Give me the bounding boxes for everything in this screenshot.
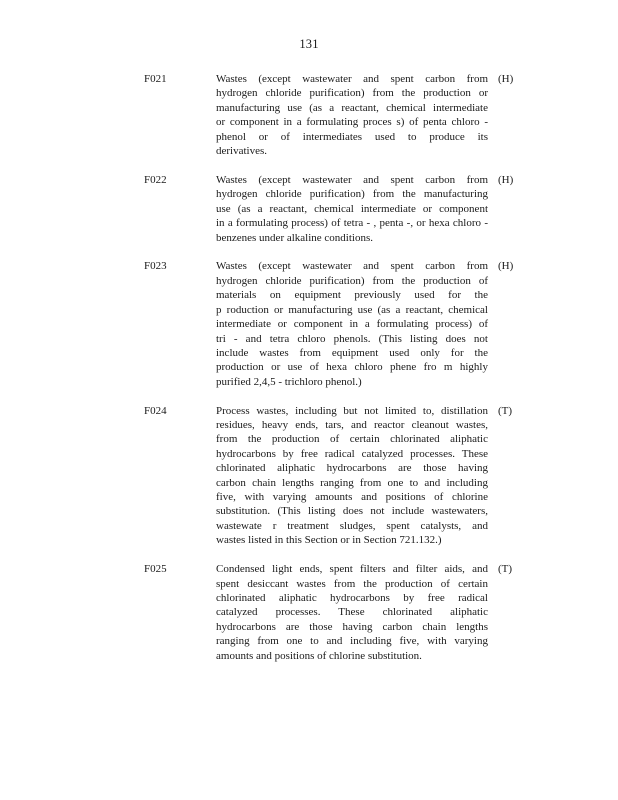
description-line: hydrogen chloride purification) from the manufacturing <box>216 188 488 201</box>
waste-description <box>216 562 488 663</box>
description-line: from the production of certain chlorinated aliphatic <box>216 433 488 446</box>
waste-listing-table <box>0 72 618 678</box>
description-line: p roduction or manufacturing use (as a reactant, chemical <box>216 303 488 316</box>
waste-entry-f021 <box>0 72 618 158</box>
waste-entry-f024 <box>0 404 618 548</box>
description-line: benzenes under alkaline conditions. <box>216 231 374 244</box>
description-line: include wastes from equipment used only for the <box>216 346 488 359</box>
description-line: hydrocarbons by free radical catalyzed processes. These <box>216 447 488 460</box>
description-line: hydrogen chloride purification) from the production or <box>216 87 488 100</box>
description-line: in a formulating process) of tetra - , penta -, or hexa chloro - <box>216 217 488 230</box>
description-line: chlorinated aliphatic hydrocarbons are those having <box>216 462 488 475</box>
description-line: manufacturing use (as a reactant, chemical intermediate <box>216 101 488 114</box>
waste-code: F021 <box>144 73 167 85</box>
description-line: amounts and positions of chlorine substitution. <box>216 649 422 662</box>
description-line: hydrocarbons are those having carbon chain lengths <box>216 620 488 633</box>
description-line: Wastes (except wastewater and spent carbon from <box>216 260 488 273</box>
waste-code: F024 <box>144 404 167 417</box>
description-line: materials on equipment previously used for the <box>216 289 488 302</box>
waste-entry-f025 <box>0 562 618 663</box>
description-line: phenol or of intermediates used to produce its <box>216 130 488 143</box>
waste-description <box>216 259 488 389</box>
description-line: catalyzed processes. These chlorinated aliphatic <box>216 606 488 619</box>
description-line: tri - and tetra chloro phenols. (This listing does not <box>216 332 488 345</box>
description-line: spent desiccant wastes from the production of certain <box>216 577 488 590</box>
description-line: wastewate r treatment sludges, spent catalysts, and <box>216 519 488 532</box>
description-line: carbon chain lengths ranging from one to and including <box>216 476 488 489</box>
waste-entry-f022 <box>0 173 618 245</box>
waste-description <box>216 72 488 158</box>
hazard-code: (H) <box>498 260 514 273</box>
description-line: purified 2,4,5 - trichloro phenol.) <box>216 375 362 388</box>
description-line: Wastes (except wastewater and spent carbon from <box>216 173 488 186</box>
hazard-code: (H) <box>498 173 514 186</box>
description-line: substitution. (This listing does not include wastewaters, <box>216 505 488 518</box>
waste-entry-f023 <box>0 259 618 389</box>
description-line: chlorinated aliphatic hydrocarbons by free radical <box>216 592 488 604</box>
hazard-code: (T) <box>498 404 513 417</box>
page-number: 131 <box>299 37 319 51</box>
description-line: wastes listed in this Section or in Section 721.132.) <box>216 534 442 547</box>
description-line: production or use of hexa chloro phene fro m highly <box>216 361 488 374</box>
waste-code: F023 <box>144 260 167 273</box>
waste-description <box>216 173 488 245</box>
description-line: ranging from one to and including five, with varying <box>216 635 488 648</box>
description-line: residues, heavy ends, tars, and reactor cleanout wastes, <box>216 419 488 432</box>
hazard-code: (T) <box>498 563 513 576</box>
waste-code: F025 <box>144 563 167 576</box>
description-line: use (as a reactant, chemical intermediate or component <box>216 202 488 215</box>
description-line: hydrogen chloride purification) from the production of <box>216 274 488 287</box>
waste-code: F022 <box>144 173 167 186</box>
description-line: intermediate or component in a formulating process) of <box>216 318 488 331</box>
description-line: Process wastes, including but not limited to, distillation <box>216 404 488 417</box>
description-line: Wastes (except wastewater and spent carbon from <box>216 73 488 85</box>
description-line: derivatives. <box>216 145 268 158</box>
waste-description <box>216 404 488 548</box>
description-line: Condensed light ends, spent filters and filter aids, and <box>216 563 488 576</box>
hazard-code: (H) <box>498 73 514 85</box>
description-line: or component in a formulating proces s) of penta chloro - <box>216 116 488 129</box>
description-line: five, with varying amounts and positions of chlorine <box>216 491 488 504</box>
